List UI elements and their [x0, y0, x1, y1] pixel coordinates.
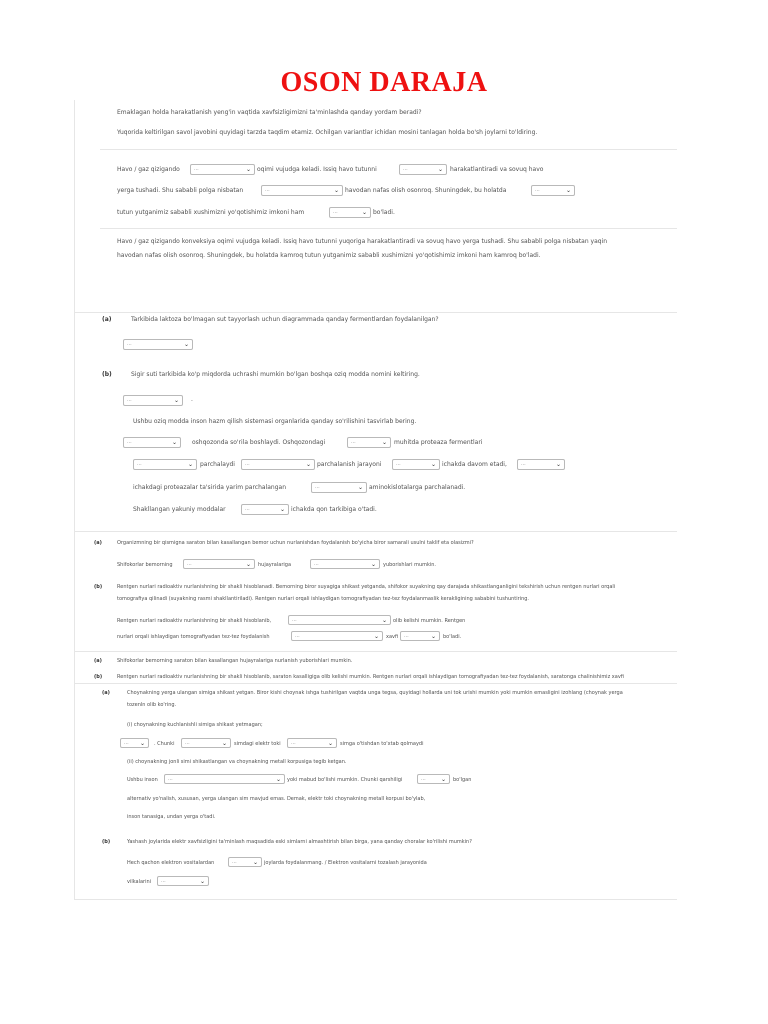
- chevron-down-icon: ⌄: [252, 859, 258, 866]
- q4-select-ii2[interactable]: ... ⌄: [417, 774, 450, 784]
- chevron-down-icon: ⌄: [381, 439, 387, 446]
- q4-item-i: (i) choynakning kuchlanishli simiga shikast yetmagan;: [127, 722, 263, 728]
- q1-line3-a: tutun yutganimiz sababli xushimizni yo'qotishimiz imkoni ham: [117, 209, 305, 216]
- page-title: OSON DARAJA: [280, 67, 488, 98]
- q4-select-i3[interactable]: ... ⌄: [287, 738, 337, 748]
- chevron-down-icon: ⌄: [245, 166, 251, 173]
- q4-row-b1b: joylarda foydalanmang. / Elektron vositalarni tozalash jarayonida: [264, 860, 427, 866]
- q1-line3-b: bo'ladi.: [373, 209, 395, 216]
- q1-select-4[interactable]: ... ⌄: [531, 185, 575, 196]
- q4-row-i-a: . Chunki: [154, 741, 175, 747]
- q2-select-b[interactable]: ... ⌄: [123, 395, 183, 406]
- q4-select-ii1[interactable]: ... ⌄: [164, 774, 285, 784]
- divider: [74, 531, 677, 532]
- q1-line1-c: harakatlantiradi va sovuq havo: [450, 166, 544, 173]
- q4-select-i2[interactable]: ... ⌄: [181, 738, 231, 748]
- q2-select-r2a[interactable]: ... ⌄: [133, 459, 197, 470]
- q4-row-ii-b: yoki mabud bo'lishi mumkin. Chunki qarshiligi: [287, 777, 403, 783]
- q3-ans-a-label: (a): [94, 658, 102, 664]
- q2-row2-c: ichakda davom etadi,: [442, 461, 507, 468]
- divider: [74, 651, 677, 652]
- chevron-down-icon: ⌄: [183, 341, 189, 348]
- q1-answer-line2: havodan nafas olish osonroq. Shuningdek, bu holatda kamroq tutun yutganimiz sababli xushimizni yo'qotishimiz imkoni ham kamroq bo'ladi.: [117, 252, 541, 259]
- chevron-down-icon: ⌄: [139, 740, 145, 747]
- q1-select-5[interactable]: ... ⌄: [329, 207, 371, 218]
- q2-line-desc: Ushbu oziq modda inson hazm qilish sistemasi organlarida qanday so'rilishini tasvirlab bering.: [133, 418, 417, 425]
- q1-instruction: Yuqorida keltirilgan savol javobini quyidagi tarzda taqdim etamiz. Ochilgan variantlar ichidan mosini tanlagan holda bo'sh joylarni to'ldiring.: [117, 129, 538, 136]
- left-border: [74, 100, 75, 900]
- q4-row-i-c: simga o'tishdan to'xtab qolmaydi: [340, 741, 424, 747]
- chevron-down-icon: ⌄: [173, 397, 179, 404]
- q1-line1-b: oqimi vujudga keladi. Issiq havo tutunni: [257, 166, 377, 173]
- chevron-down-icon: ⌄: [171, 439, 177, 446]
- q3-ans-b-label: (b): [94, 674, 103, 680]
- divider: [74, 312, 677, 313]
- q4-select-i1[interactable]: ... ⌄: [120, 738, 149, 748]
- chevron-down-icon: ⌄: [361, 209, 367, 216]
- q3-row-b1b: olib kelishi mumkin. Rentgen: [393, 618, 466, 624]
- q4-item-ii: (ii) choynakning jonli simi shikastlangan va choynakning metall korpusiga tegib ketgan.: [127, 759, 347, 765]
- chevron-down-icon: ⌄: [221, 740, 227, 747]
- q4-select-b1[interactable]: ... ⌄: [228, 857, 262, 867]
- q1-select-1[interactable]: ... ⌄: [190, 164, 255, 175]
- q2-row4-b: ichakda qon tarkibiga o'tadi.: [291, 506, 377, 513]
- chevron-down-icon: ⌄: [437, 166, 443, 173]
- q2-row1-a: oshqozonda so'rila boshlaydi. Oshqozondagi: [192, 439, 326, 446]
- q2-row2-a: parchalaydi: [200, 461, 235, 468]
- q4-row-ii-a: Ushbu inson: [127, 777, 158, 783]
- chevron-down-icon: ⌄: [555, 461, 561, 468]
- q4-row-ii-2: alternativ yo'nalish, xususan, yerga ulangan sim mavjud emas. Demak, elektr toki choynakning metall korpusi bo'ylab,: [127, 796, 426, 802]
- chevron-down-icon: ⌄: [370, 561, 376, 568]
- chevron-down-icon: ⌄: [199, 878, 205, 885]
- q3-text-b2: tomografiya qilinadi (suyakning rasmi shakllantiriladi). Rentgen nurlari orqali ishlaydigan tomografiyadan tez-tez foydalanmaslik kerakligining sababini tushuntiring.: [117, 596, 530, 602]
- q1-select-3[interactable]: ... ⌄: [261, 185, 343, 196]
- chevron-down-icon: ⌄: [565, 187, 571, 194]
- q4-text-a2: tozenln olib ko'ring.: [127, 702, 177, 708]
- q2-text-a: Tarkibida laktoza bo'lmagan sut tayyorlash uchun diagrammada qanday fermentlardan foydalanilgan?: [131, 316, 439, 323]
- q3-label-b: (b): [94, 584, 103, 590]
- q3-text-b1: Rentgen nurlari radioaktiv nurlanishning bir shakli hisoblanadi. Bemorning biror suyagiga shikast yetganda, shifokor suyakning qay darajada shikastlanganligini tekshirish uchun rentgen nurlari orqali: [117, 584, 616, 590]
- q2-select-r2c[interactable]: ... ⌄: [392, 459, 440, 470]
- q1-line2-b: havodan nafas olish osonroq. Shuningdek, bu holatda: [345, 187, 507, 194]
- divider: [100, 228, 677, 229]
- q4-row-i-b: simdagi elektr toki: [234, 741, 281, 747]
- q2-select-r1a[interactable]: ... ⌄: [123, 437, 181, 448]
- chevron-down-icon: ⌄: [275, 776, 281, 783]
- q3-row-b2b: xavfi: [386, 634, 399, 640]
- q1-question: Emaklagan holda harakatlanish yeng'in vaqtida xavfsizligimizni ta'minlashda qanday yordam beradi?: [117, 109, 422, 116]
- q4-row-ii-c: bo'lgan: [453, 777, 472, 783]
- q3-ans-a: Shifokorlar bemorning saraton bilan kasallangan hujayralariga nurlanish yuborishlari mumkin.: [117, 658, 353, 664]
- q4-label-a: (a): [102, 690, 110, 696]
- q2-select-r2b[interactable]: ... ⌄: [241, 459, 315, 470]
- chevron-down-icon: ⌄: [245, 561, 251, 568]
- q1-line1-a: Havo / gaz qizigando: [117, 166, 180, 173]
- q4-row-b1a: Hech qachon elektron vositalardan: [127, 860, 215, 866]
- q3-label-a: (a): [94, 540, 102, 546]
- q1-select-2[interactable]: ... ⌄: [399, 164, 447, 175]
- q4-text-b: Yashash joylarida elektr xavfsizligini ta'minlash maqsadida eski simlarni almashtirish bilan birga, yana qanday choralar ko'rilishi mumkin?: [127, 839, 472, 845]
- q2-select-r1b[interactable]: ... ⌄: [347, 437, 391, 448]
- chevron-down-icon: ⌄: [333, 187, 339, 194]
- q3-row-a3: yuborishlari mumkin.: [383, 562, 437, 568]
- divider: [74, 899, 677, 900]
- chevron-down-icon: ⌄: [187, 461, 193, 468]
- q3-row-b2c: bo'ladi.: [443, 634, 462, 640]
- q2-row2-b: parchalanish jarayoni: [317, 461, 382, 468]
- chevron-down-icon: ⌄: [279, 506, 285, 513]
- chevron-down-icon: ⌄: [373, 633, 379, 640]
- q3-select-b3[interactable]: ... ⌄: [400, 631, 440, 641]
- q1-answer-line1: Havo / gaz qizigando konveksiya oqimi vujudga keladi. Issiq havo tutunni yuqoriga harakatlantiradi va sovuq havo yerga tushadi. Shu sababli polga nisbatan yaqin: [117, 238, 608, 245]
- q2-label-b: (b): [102, 371, 112, 378]
- q3-ans-b: Rentgen nurlari radioaktiv nurlanishning bir shakli hisoblanib, saraton kasalligiga olib kelishi mumkin. Rentgen nurlari orqali ishlaydigan tomografiyadan tez-tez foydalanish, saratonga chalinishimiz xavfi: [117, 674, 624, 680]
- q3-select-a1[interactable]: ... ⌄: [183, 559, 255, 569]
- divider: [74, 683, 677, 684]
- q4-select-b2[interactable]: ... ⌄: [157, 876, 209, 886]
- q2-text-b: Sigir suti tarkibida ko'p miqdorda uchrashi mumkin bo'lgan boshqa oziq modda nomini keltiring.: [131, 371, 420, 378]
- q2-row3-b: aminokislotalarga parchalanadi.: [369, 484, 466, 491]
- q2-dot: .: [191, 396, 193, 403]
- q2-row4-a: Shakllangan yakuniy moddalar: [133, 506, 226, 513]
- q2-select-r2d[interactable]: ... ⌄: [517, 459, 565, 470]
- q4-text-a1: Choynakning yerga ulangan simiga shikast yetgan. Biror kishi choynak ishga tushirilgan vaqtda unga tegsa, quyidagi hollarda uni tok urishi mumkin yoki mumkin emasligini izohlang (choynak yerga: [127, 690, 623, 696]
- q4-row-ii-3: inson tanasiga, undan yerga o'tadi.: [127, 814, 216, 820]
- q3-select-b2[interactable]: ... ⌄: [291, 631, 383, 641]
- q2-select-r3[interactable]: ... ⌄: [311, 482, 367, 493]
- q3-text-a: Organizmning bir qismigna saraton bilan kasallangan bemor uchun nurlanishdan foydalanish bo'yicha biror samarali usulni taklif eta olasizmi?: [117, 540, 474, 546]
- q1-line2-a: yerga tushadi. Shu sababli polga nisbatan: [117, 187, 244, 194]
- chevron-down-icon: ⌄: [430, 633, 436, 640]
- chevron-down-icon: ⌄: [430, 461, 436, 468]
- q4-row-b2a: vilkalarini: [127, 879, 152, 885]
- q3-row-a1: Shifokorlar bemorning: [117, 562, 173, 568]
- q2-row1-b: muhitda proteaza fermentlari: [394, 439, 483, 446]
- q2-select-a[interactable]: ... ⌄: [123, 339, 193, 350]
- q3-row-a2: hujayralariga: [258, 562, 292, 568]
- divider: [100, 149, 677, 150]
- chevron-down-icon: ⌄: [357, 484, 363, 491]
- q3-select-b1[interactable]: ... ⌄: [288, 615, 391, 625]
- q2-row3-a: ichakdagi proteazalar ta'sirida yarim parchalangan: [133, 484, 287, 491]
- chevron-down-icon: ⌄: [305, 461, 311, 468]
- q3-row-b1a: Rentgen nurlari radioaktiv nurlanishning bir shakli hisoblanib,: [117, 618, 272, 624]
- chevron-down-icon: ⌄: [381, 617, 387, 624]
- q3-row-b2a: nurlari orqali ishlaydigan tomografiyadan tez-tez foydalanish: [117, 634, 270, 640]
- q2-label-a: (a): [102, 316, 112, 323]
- chevron-down-icon: ⌄: [440, 776, 446, 783]
- q3-select-a2[interactable]: ... ⌄: [310, 559, 380, 569]
- chevron-down-icon: ⌄: [327, 740, 333, 747]
- q4-label-b: (b): [102, 839, 111, 845]
- q2-select-r4[interactable]: ... ⌄: [241, 504, 289, 515]
